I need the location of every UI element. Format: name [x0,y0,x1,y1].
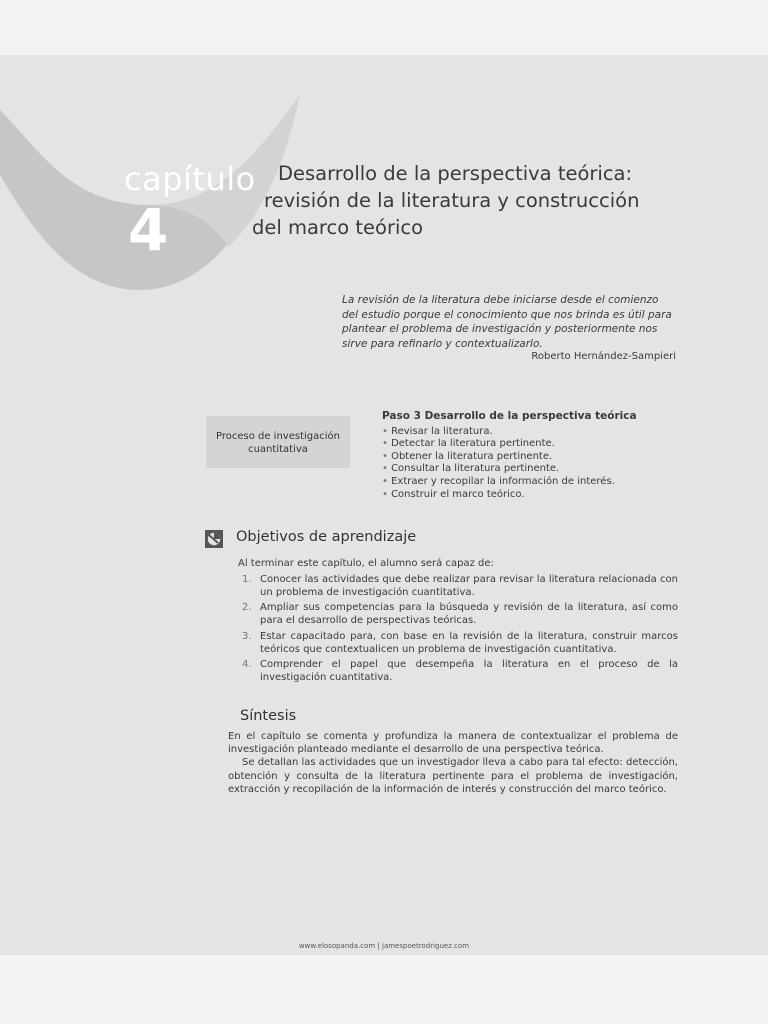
list-number: 3. [242,630,252,642]
step-block [382,410,702,501]
chapter-label: capítulo [124,160,256,198]
list-text: Estar capacitado para, con base en la revisión de la literatura, construir marcos teóricos que contextualicen un problema de investigación cuantitativa. [260,630,678,655]
list-item: • Construir el marco teórico. [382,489,702,502]
objectives-list [242,574,678,688]
footer-url: www.elosopanda.com | jamespoetrodriguez.com [298,942,470,950]
paragraph: Se detallan las actividades que un investigador lleva a cabo para tal efecto: detección, obtención y consulta de la literatura pertinente para el problema de investigación, extracción y recopilación de la información de interés y construcción del marco teórico. [228,757,678,795]
objectives-intro: Al terminar este capítulo, el alumno será capaz de: [238,558,494,569]
list-item [242,602,678,627]
chapter-title-line: Desarrollo de la perspectiva teórica: [278,162,633,185]
process-label-box [206,416,350,468]
chapter-title-line: revisión de la literatura y construcción [264,189,640,212]
chapter-number: 4 [128,196,169,264]
objectives-title: Objetivos de aprendizaje [236,529,417,545]
list-item [242,659,678,684]
list-number: 1. [242,574,252,585]
list-text: Comprender el papel que desempeña la literatura en el proceso de la investigación cuantitativa. [260,659,678,683]
chapter-title [252,160,672,241]
list-text: Conocer las actividades que debe realizar para revisar la literatura relacionada con un problema de investigación cuantitativa. [260,574,678,598]
list-item [242,631,678,656]
epigraph-quote: La revisión de la literatura debe iniciarse desde el comienzo del estudio porque el conocimiento que nos brinda es útil para plantear el problema de investigación y posteriormente nos sirve para refinarlo y contextualizarlo. [342,294,672,350]
sintesis-body [228,730,678,796]
process-label-line: cuantitativa [248,444,308,455]
list-item: • Revisar la literatura. [382,426,702,439]
list-item: • Consultar la literatura pertinente. [382,463,702,476]
list-item: • Detectar la literatura pertinente. [382,438,702,451]
list-item: • Extraer y recopilar la información de interés. [382,476,702,489]
step-title: Paso 3 Desarrollo de la perspectiva teórica [382,410,637,422]
list-number: 2. [242,602,252,614]
list-number: 4. [242,659,252,671]
epigraph-author: Roberto Hernández-Sampieri [531,351,676,362]
sintesis-title: Síntesis [240,708,297,724]
chapter-title-line: del marco teórico [252,216,424,239]
paragraph: En el capítulo se comenta y profundiza la manera de contextualizar el problema de investigación planteado mediante el desarrollo de una perspectiva teórica. [228,731,678,756]
step-list [382,426,702,502]
objectives-icon [205,530,223,548]
process-label-line: Proceso de investigación [215,431,340,442]
list-text: Ampliar sus competencias para la búsqueda y revisión de la literatura, así como para el desarrollo de perspectivas teóricas. [260,602,678,627]
list-item [242,574,678,599]
list-item: • Obtener la literatura pertinente. [382,451,702,464]
